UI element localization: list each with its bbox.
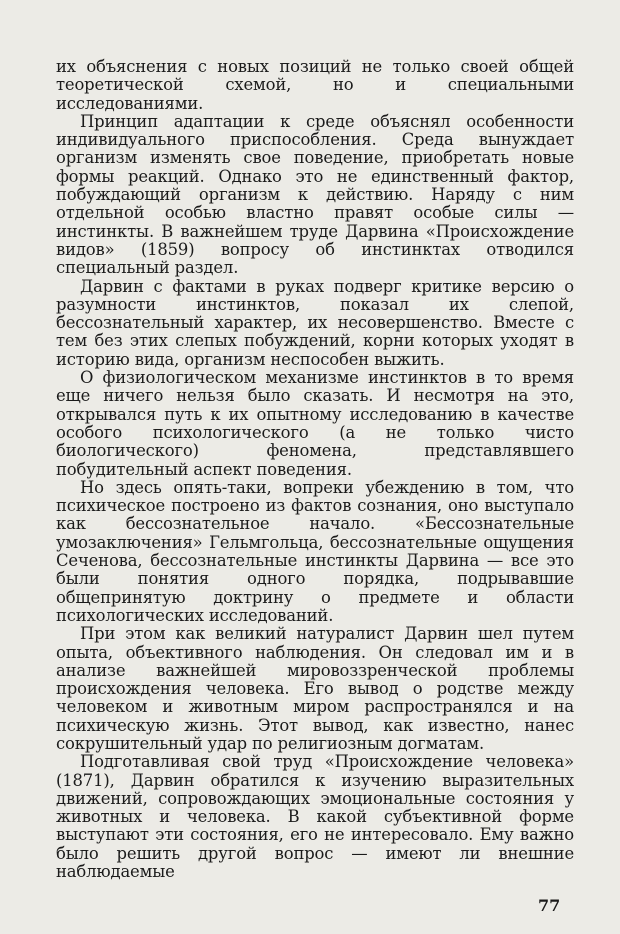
paragraph-physiology: О физиологическом механизме инстинктов в то время еще ничего нельзя было сказать. И несмотря на это, открывался путь к их опытному исследованию в качестве особого психологического (а не только чисто биологического) феномена, представлявшего побудительный аспект поведения. bbox=[56, 368, 574, 479]
paragraph-adaptation: Принцип адаптации к среде объяснял особенности индивидуального приспособления. Среда вынуждает организм изменять свое поведение, приобретать новые формы реакций. Однако это не единственный фактор, побуждающий организм к действию. Наряду с ним отдельной особью властно правят особые силы — инстинкты. В важнейшем труде Дарвина «Происхождение видов» (1859) вопросу об инстинктах отводился специальный раздел. bbox=[56, 111, 574, 278]
paragraph-descent-of-man: Подготавливая свой труд «Происхождение человека» (1871), Дарвин обратился к изучению выразительных движений, сопровождающих эмоциональные состояния у животных и человека. В какой субъективной форме выступают эти состояния, его не интересовало. Ему важно было решить другой вопрос — имеют ли внешние наблюдаемые bbox=[56, 752, 574, 882]
paragraph-unconscious: Но здесь опять-таки, вопреки убеждению в том, что психическое построено из фактов сознания, оно выступало как бессознательное начало. «Бессознательные умозаключения» Гельмгольца, бессознательные ощущения Сеченова, бессознательные инстинкты Дарвина — все это были понятия одного порядка, подрывавшие общепринятую доктрину о предмете и области психологических исследований. bbox=[56, 477, 574, 625]
main-text bbox=[56, 58, 574, 881]
paragraph-naturalist: При этом как великий натуралист Дарвин шел путем опыта, объективного наблюдения. Он следовал им и в анализе важнейшей мировоззренческой проблемы происхождения человека. Его вывод о родстве между человеком и животным миром распространялся и на психическую жизнь. Этот вывод, как известно, нанес сокрушительный удар по религиозным догматам. bbox=[56, 624, 574, 753]
page-number: 77 bbox=[538, 896, 561, 915]
paragraph-instinct-critique: Дарвин с фактами в руках подверг критике версию о разумности инстинктов, показал их слепой, бессознательный характер, их несовершенство. Вместе с тем без этих слепых побуждений, корни которых уходят в историю вида, организм неспособен выжить. bbox=[56, 276, 574, 369]
paragraph-continuation: их объяснения с новых позиций не только своей общей теоретической схемой, но и специальными исследованиями. bbox=[56, 57, 574, 113]
